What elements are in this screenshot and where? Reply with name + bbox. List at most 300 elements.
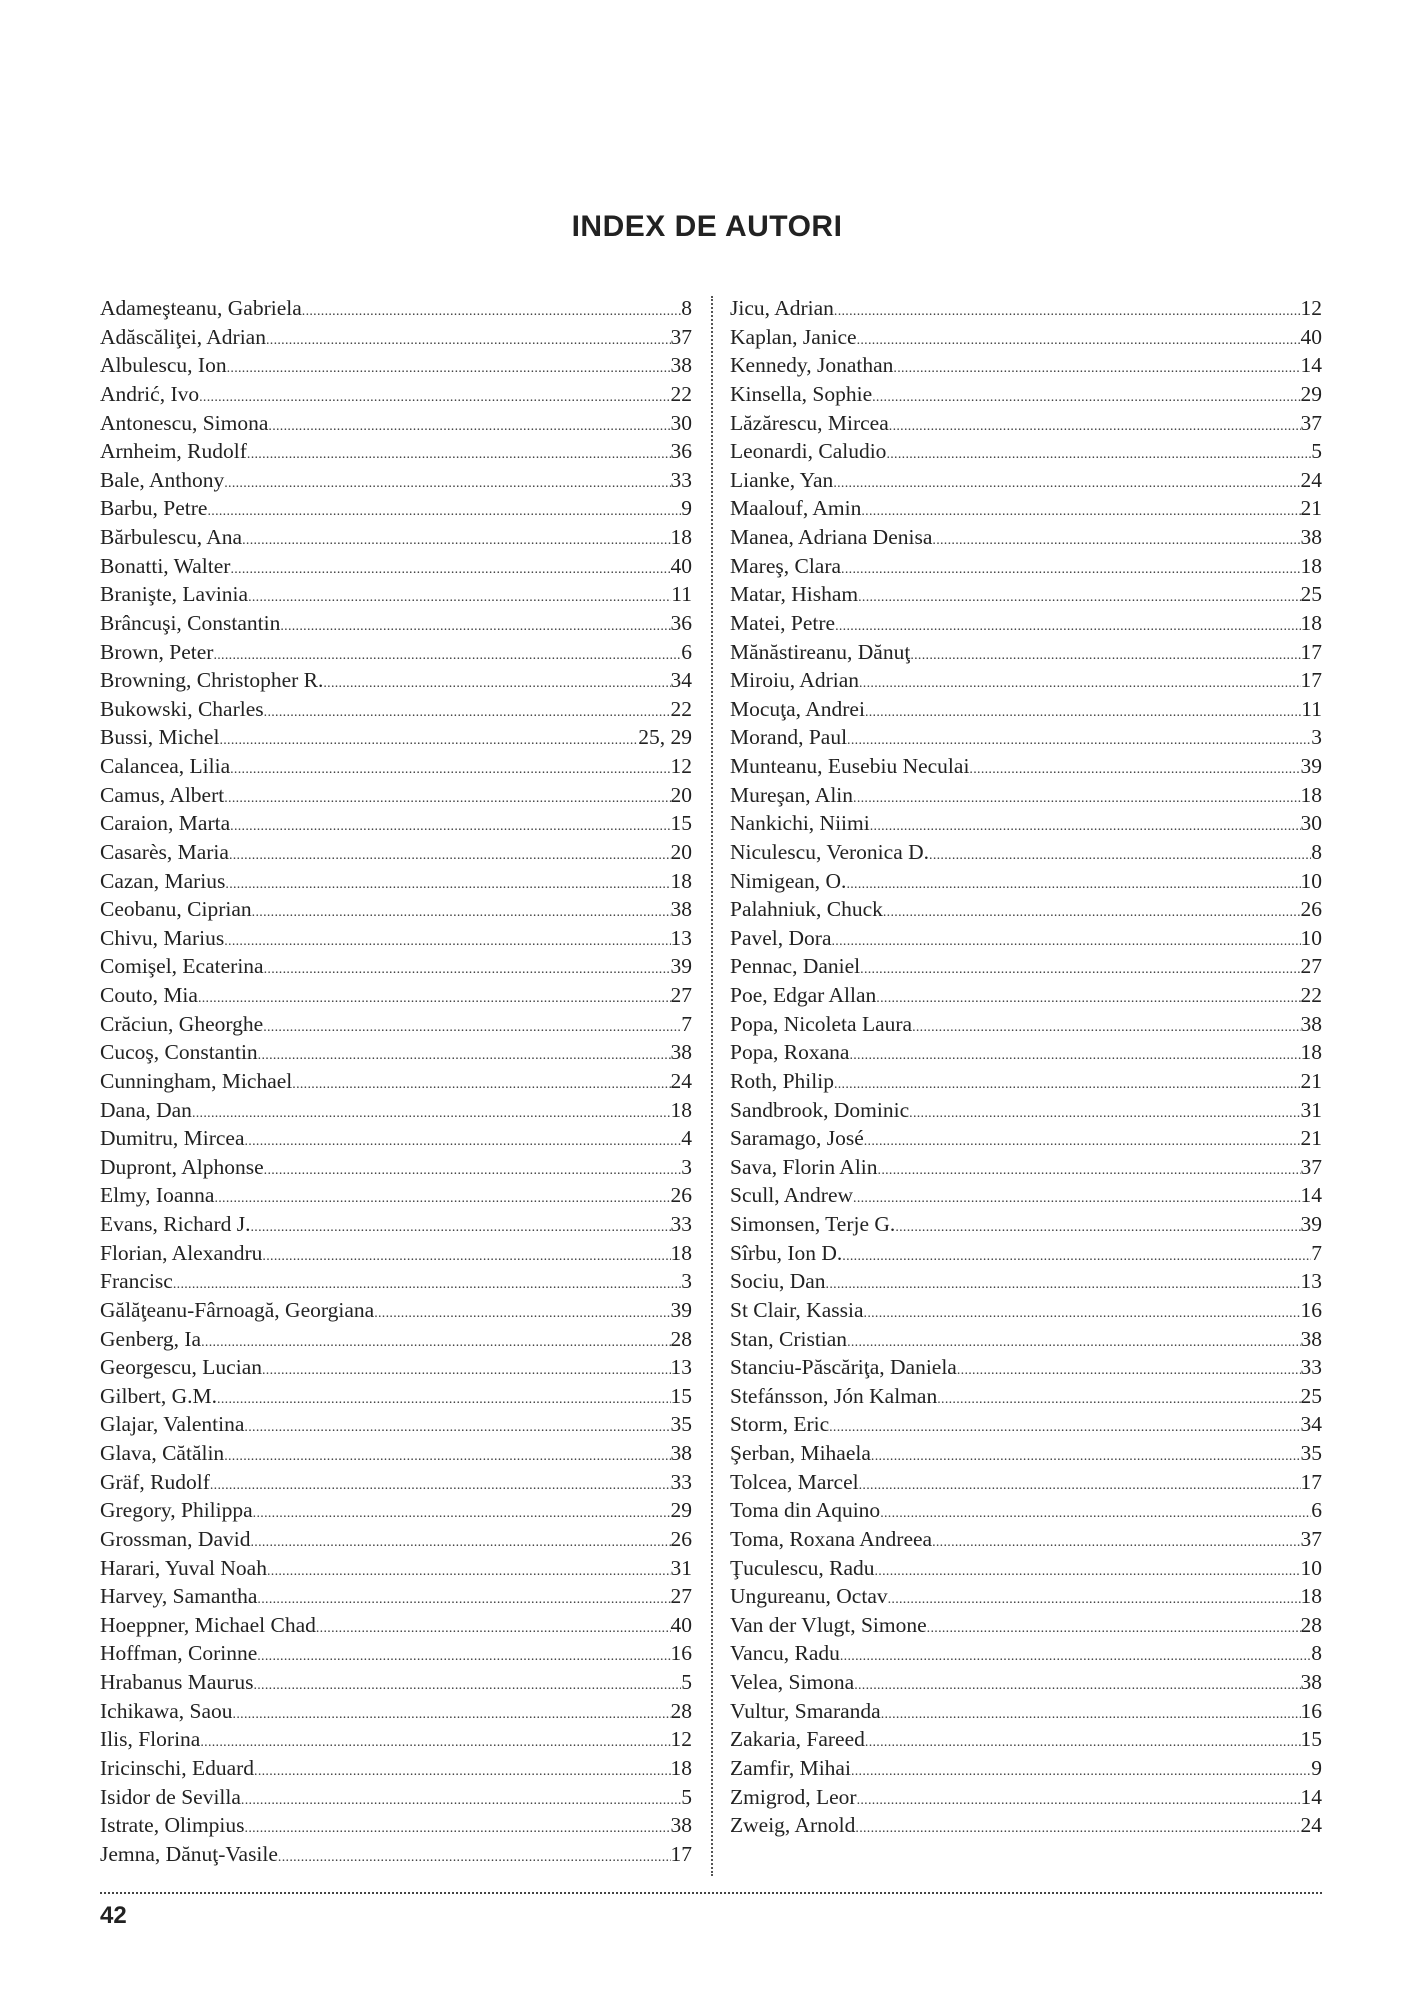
index-entry [730,666,1322,695]
index-entry [100,1840,692,1869]
dot-leader [832,924,1301,953]
author-name: Vultur, Smaranda [730,1698,881,1723]
index-entry [100,1210,692,1239]
index-entry [100,1725,692,1754]
dot-leader [840,1639,1311,1668]
index-entry [100,552,692,581]
dot-leader [302,294,681,323]
page-reference: 8 [1311,839,1322,864]
dot-leader [842,1239,1311,1268]
page-reference: 24 [670,1068,692,1093]
page-reference: 8 [681,296,692,320]
index-entry [100,351,692,380]
dot-leader [834,294,1301,323]
page-reference: 26 [670,1526,692,1551]
index-entry [730,1410,1322,1439]
author-name: Nimigean, O. [730,868,847,893]
author-name: Pavel, Dora [730,925,832,950]
author-name: Toma din Aquino [730,1498,881,1523]
page-reference: 18 [670,1240,692,1265]
index-entry [730,809,1322,838]
dot-leader [224,924,670,953]
page-reference: 25 [1300,582,1322,607]
page-reference: 21 [1300,1126,1322,1151]
page-reference: 24 [1300,467,1322,492]
author-name: Ichikawa, Saou [100,1698,233,1723]
author-name: Comişel, Ecaterina [100,954,264,979]
page-reference: 33 [670,1212,692,1236]
author-name: Hrabanus Maurus [100,1670,254,1694]
author-name: Popa, Nicoleta Laura [730,1011,913,1036]
index-entry [100,294,692,323]
page-reference: 36 [670,439,692,464]
author-name: Velea, Simona [730,1670,855,1694]
dot-leader [878,1153,1301,1182]
dot-leader [861,494,1300,523]
dot-leader [374,1296,670,1325]
author-name: Saramago, José [730,1126,864,1151]
author-name: Zamfir, Mihai [730,1755,851,1780]
dot-leader [245,1124,682,1153]
index-entry [730,294,1322,323]
author-name: Hoeppner, Michael Chad [100,1612,316,1637]
page-reference: 16 [1300,1698,1322,1723]
author-name: Kinsella, Sophie [730,381,873,406]
index-entry [100,1468,692,1497]
author-name: Couto, Mia [100,983,198,1007]
dot-leader [192,1096,671,1125]
dot-leader [263,1010,681,1039]
author-name: Sandbrook, Dominic [730,1097,910,1122]
index-entry [100,1296,692,1325]
page-reference: 18 [1300,782,1322,807]
page-reference: 10 [1300,868,1322,893]
index-entry [730,1697,1322,1726]
dot-leader [248,580,671,609]
author-name: Zmigrod, Leor [730,1784,857,1809]
page-reference: 39 [1300,754,1322,778]
dot-leader [865,1725,1301,1754]
dot-leader [210,1468,671,1497]
page-reference: 40 [670,1612,692,1637]
index-entry [100,1267,692,1296]
page-reference: 18 [670,868,692,893]
author-name: Stanciu-Păscăriţa, Daniela [730,1355,957,1380]
author-name: Nankichi, Niimi [730,811,870,836]
page-reference: 18 [1300,1040,1322,1065]
dot-leader [872,380,1300,409]
author-name: Dupront, Alphonse [100,1154,264,1179]
author-name: Poe, Edgar Allan [730,983,877,1007]
index-entry [100,609,692,638]
page-reference: 31 [670,1555,692,1580]
author-name: Sîrbu, Ion D. [730,1240,843,1265]
dot-leader [244,1410,670,1439]
dot-leader [881,1697,1301,1726]
index-entry [730,1639,1322,1668]
dot-leader [969,752,1300,781]
author-name: Mănăstireanu, Dănuţ [730,639,911,664]
index-entry [730,351,1322,380]
index-entry [100,924,692,953]
dot-leader [859,1468,1301,1497]
dot-leader [214,1181,670,1210]
page-reference: 16 [670,1641,692,1666]
page-reference: 38 [1300,1670,1322,1694]
page-title: INDEX DE AUTORI [571,210,843,244]
dot-leader [224,781,670,810]
page-reference: 13 [670,1355,692,1380]
index-entry [100,1582,692,1611]
dot-leader [262,1239,670,1268]
index-entry [100,1611,692,1640]
page-reference: 38 [670,353,692,378]
page-reference: 3 [681,1269,692,1294]
page-reference: 39 [670,1297,692,1322]
index-entry [730,1038,1322,1067]
page-reference: 22 [670,381,692,406]
dot-leader [847,723,1311,752]
index-entry [730,466,1322,495]
dot-leader [280,609,670,638]
index-entry [730,1725,1322,1754]
author-name: Browning, Christopher R. [100,668,324,693]
page-reference: 25, 29 [638,725,692,750]
page-reference: 18 [1300,553,1322,578]
author-name: Mocuţa, Andrei [730,696,865,721]
page-number: 42 [100,1902,127,1929]
dot-leader [854,1668,1300,1697]
page-reference: 18 [670,525,692,549]
page-reference: 38 [1300,1011,1322,1036]
page-reference: 38 [670,1040,692,1065]
index-entry [730,1353,1322,1382]
index-entry [730,1153,1322,1182]
page-reference: 12 [670,1727,692,1752]
author-name: Calancea, Lilia [100,754,231,778]
page-reference: 25 [1300,1383,1322,1408]
page-reference: 33 [670,467,692,492]
index-entry [100,1067,692,1096]
index-entry [100,466,692,495]
dot-leader [264,952,671,981]
dot-leader [230,552,670,581]
index-entry [100,1325,692,1354]
dot-leader [864,1296,1301,1325]
author-name: Ungureanu, Octav [730,1584,888,1609]
page-reference: 40 [1300,324,1322,349]
page-reference: 27 [1300,954,1322,979]
author-name: Glava, Cătălin [100,1441,225,1465]
dot-leader [853,781,1300,810]
dot-leader [871,1439,1301,1468]
page-reference: 9 [681,496,692,521]
author-name: Gilbert, G.M. [100,1383,218,1408]
page-reference: 7 [681,1011,692,1036]
index-entry [730,1496,1322,1525]
page-reference: 8 [1311,1641,1322,1666]
index-entry [100,1153,692,1182]
page-reference: 18 [670,1097,692,1122]
page-reference: 37 [1300,410,1322,435]
page-reference: 21 [1300,496,1322,521]
index-entry [730,1296,1322,1325]
index-entry [100,409,692,438]
page-reference: 17 [1300,639,1322,664]
index-entry [100,1010,692,1039]
page-reference: 26 [670,1183,692,1208]
index-entry [730,838,1322,867]
page-reference: 20 [670,782,692,807]
author-name: Antonescu, Simona [100,410,269,435]
author-name: Matar, Hisham [730,582,859,607]
page-reference: 38 [1300,525,1322,549]
page-reference: 31 [1300,1097,1322,1122]
dot-leader [224,466,670,495]
index-entry [730,609,1322,638]
index-entry [730,1124,1322,1153]
index-entry [100,1038,692,1067]
dot-leader [252,895,671,924]
index-entry [100,580,692,609]
author-name: Munteanu, Eusebiu Neculai [730,754,970,778]
index-entry [100,1439,692,1468]
dot-leader [250,1210,670,1239]
author-name: Lăzărescu, Mircea [730,410,889,435]
author-name: Leonardi, Caludio [730,439,887,464]
page-reference: 26 [1300,897,1322,922]
author-name: Elmy, Ioanna [100,1183,215,1208]
index-entry [100,952,692,981]
author-name: Gălăţeanu-Fârnoagă, Georgiana [100,1297,375,1322]
dot-leader [851,1754,1311,1783]
dot-leader [266,323,671,352]
index-entry [100,380,692,409]
author-name: Gregory, Philippa [100,1498,253,1523]
page-reference: 7 [1311,1240,1322,1265]
page-reference: 20 [670,839,692,864]
author-name: Maalouf, Amin [730,496,862,521]
author-name: Bukowski, Charles [100,696,264,721]
dot-leader [886,437,1311,466]
dot-leader [853,1181,1300,1210]
page-reference: 9 [1311,1755,1322,1780]
index-entry [100,1525,692,1554]
dot-leader [849,1038,1300,1067]
dot-leader [250,1525,670,1554]
page-reference: 17 [1300,1469,1322,1494]
author-name: Francisc [100,1269,173,1294]
dot-leader [893,351,1300,380]
index-entry [730,1239,1322,1268]
index-entry [730,380,1322,409]
author-name: Gräf, Rudolf [100,1469,210,1494]
page-reference: 27 [670,983,692,1007]
page-reference: 38 [670,1441,692,1465]
author-name: Zakaria, Fareed [730,1727,865,1752]
page-reference: 16 [1300,1297,1322,1322]
page-reference: 3 [1311,725,1322,750]
author-name: Palahniuk, Chuck [730,897,883,922]
index-entry [100,638,692,667]
dot-leader [957,1353,1301,1382]
page-reference: 10 [1300,925,1322,950]
author-name: Isidor de Sevilla [100,1784,241,1809]
dot-leader [264,695,671,724]
author-name: Istrate, Olimpius [100,1813,245,1838]
page-reference: 15 [670,1383,692,1408]
index-entry [730,895,1322,924]
page-reference: 15 [670,811,692,836]
index-entry [730,1468,1322,1497]
index-entry [100,1496,692,1525]
dot-leader [835,609,1300,638]
dot-leader [225,867,670,896]
dot-leader [875,1554,1301,1583]
index-entry [730,1611,1322,1640]
author-name: Arnheim, Rudolf [100,439,247,464]
author-name: Pennac, Daniel [730,954,861,979]
dot-leader [257,1582,670,1611]
index-entry [100,1639,692,1668]
dot-leader [173,1267,681,1296]
dot-leader [316,1611,671,1640]
index-entry [100,1353,692,1382]
dot-leader [841,552,1300,581]
author-name: Miroiu, Adrian [730,668,859,693]
page-reference: 21 [1300,1068,1322,1093]
author-name: Hoffman, Corinne [100,1641,258,1666]
index-entry [100,1239,692,1268]
index-entry [100,523,692,552]
page-reference: 35 [670,1412,692,1437]
footer-rule [100,1892,1322,1894]
dot-leader [207,494,681,523]
author-name: Harari, Yuval Noah [100,1555,267,1580]
author-name: Tolcea, Marcel [730,1469,859,1494]
dot-leader [224,1439,670,1468]
dot-leader [888,1582,1301,1611]
dot-leader [883,895,1301,924]
author-name: Georgescu, Lucian [100,1355,262,1380]
index-entry [730,1067,1322,1096]
page-reference: 14 [1300,353,1322,378]
author-name: Van der Vlugt, Simone [730,1612,927,1637]
author-name: Simonsen, Terje G. [730,1212,896,1236]
index-entry [730,1783,1322,1812]
index-entry [100,895,692,924]
author-name: Camus, Albert [100,782,225,807]
dot-leader [201,1325,670,1354]
author-name: Albulescu, Ion [100,353,227,378]
index-entry [730,638,1322,667]
index-entry [730,437,1322,466]
page-reference: 28 [670,1698,692,1723]
dot-leader [857,1783,1301,1812]
page-reference: 14 [1300,1183,1322,1208]
author-name: St Clair, Kassia [730,1297,864,1322]
author-name: Caraion, Marta [100,811,231,836]
page-reference: 13 [1300,1269,1322,1294]
dot-leader [929,838,1311,867]
index-entry [730,1525,1322,1554]
index-entry [730,752,1322,781]
page-reference: 5 [1311,439,1322,464]
index-entry [100,1697,692,1726]
index-entry [100,867,692,896]
page-reference: 40 [670,553,692,578]
dot-leader [855,1811,1300,1840]
author-name: Storm, Eric [730,1412,830,1437]
dot-leader [870,809,1301,838]
author-name: Cazan, Marius [100,868,226,893]
dot-leader [233,1697,671,1726]
author-name: Evans, Richard J. [100,1212,251,1236]
page-reference: 37 [1300,1526,1322,1551]
page-reference: 6 [1311,1498,1322,1523]
dot-leader [253,1668,681,1697]
dot-leader [834,1067,1301,1096]
dot-leader [829,1410,1300,1439]
page-reference: 5 [681,1670,692,1694]
dot-leader [895,1210,1300,1239]
dot-leader [258,1038,671,1067]
index-entry [730,952,1322,981]
page-reference: 4 [681,1126,692,1151]
author-name: Roth, Philip [730,1068,834,1093]
dot-leader [846,867,1300,896]
author-name: Brown, Peter [100,639,214,664]
index-entry [730,1582,1322,1611]
dot-leader [857,323,1301,352]
page-reference: 11 [671,582,692,607]
author-name: Stan, Cristian [730,1326,848,1351]
page-reference: 36 [670,610,692,635]
page-reference: 22 [670,696,692,721]
index-entry [730,580,1322,609]
index-entry [100,1668,692,1697]
author-name: Casarès, Maria [100,839,229,864]
page-reference: 39 [670,954,692,979]
index-entry [100,752,692,781]
author-name: Kennedy, Jonathan [730,353,894,378]
index-entry [730,1811,1322,1840]
dot-leader [859,666,1301,695]
dot-leader [833,466,1300,495]
author-name: Ceobanu, Ciprian [100,897,252,922]
page-reference: 38 [670,1813,692,1838]
dot-leader [865,695,1301,724]
dot-leader [198,981,671,1010]
index-entry [100,723,692,752]
author-name: Toma, Roxana Andreea [730,1526,933,1551]
author-name: Florian, Alexandru [100,1240,263,1265]
author-name: Brâncuşi, Constantin [100,610,281,635]
index-entry [730,695,1322,724]
page-reference: 22 [1300,983,1322,1007]
page-reference: 6 [681,639,692,664]
page-reference: 33 [670,1469,692,1494]
author-name: Zweig, Arnold [730,1813,856,1838]
author-name: Cunningham, Michael [100,1068,293,1093]
author-name: Jicu, Adrian [730,296,834,320]
index-entry [100,1181,692,1210]
index-entry [100,838,692,867]
index-entry [730,1668,1322,1697]
index-entry [730,323,1322,352]
author-name: Vancu, Radu [730,1641,840,1666]
page-reference: 28 [1300,1612,1322,1637]
